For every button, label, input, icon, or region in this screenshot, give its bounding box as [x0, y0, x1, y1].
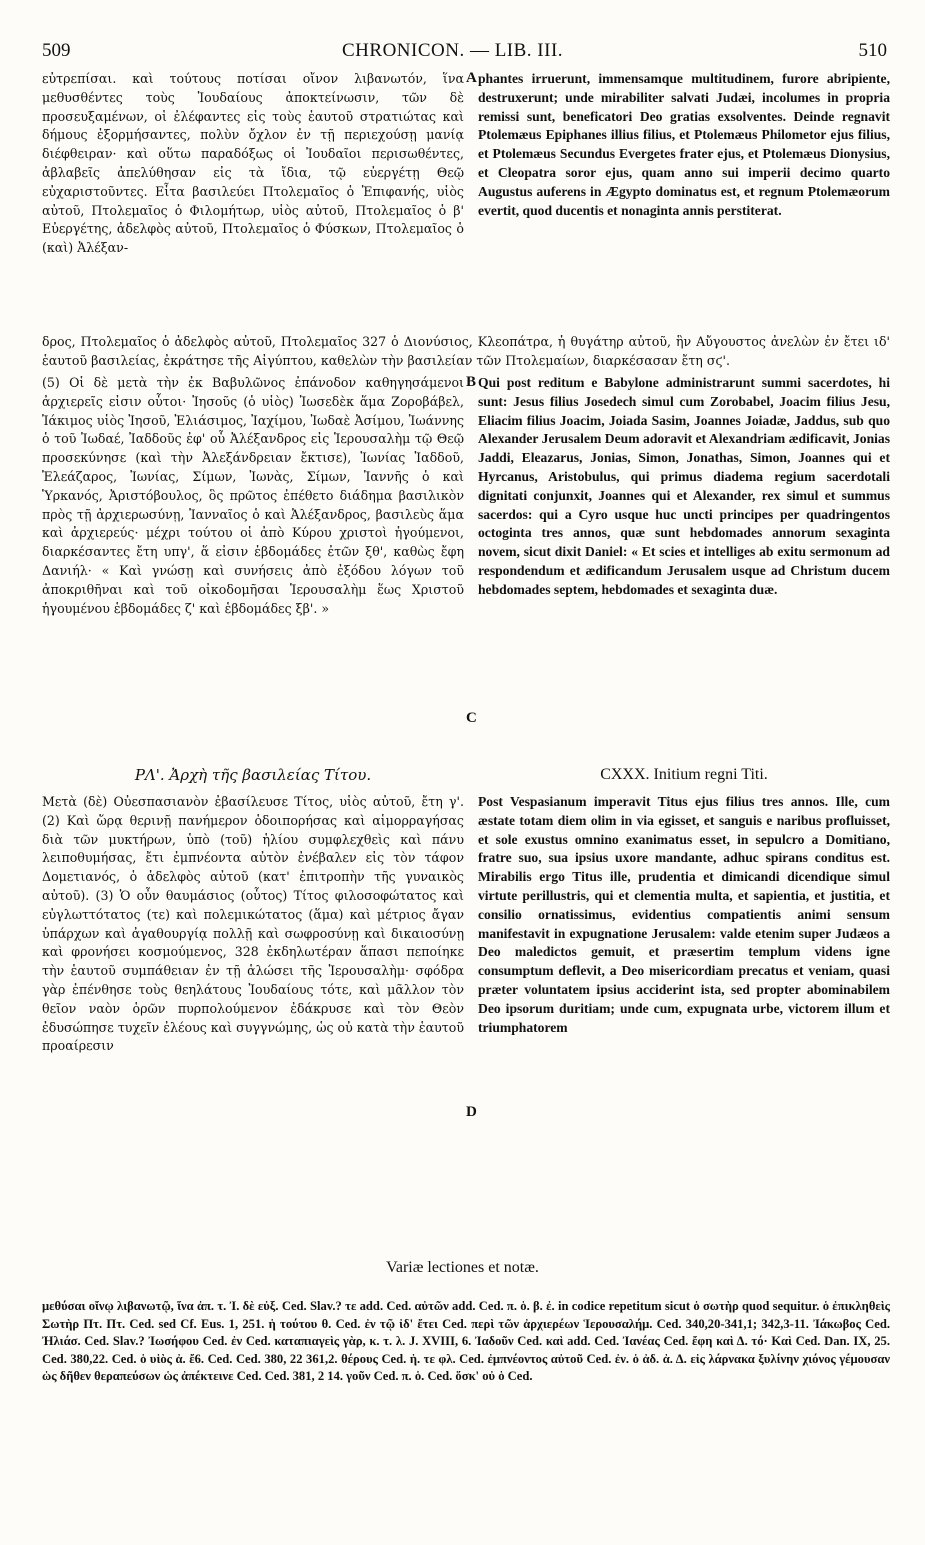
greek-text-high-priests: (5) Οἱ δὲ μετὰ τὴν ἐκ Βαβυλῶνος ἐπάνοδον καθηγησάμενοι ἀρχιερεῖς εἰσιν οὗτοι· Ἰησοῦς (ὁ υἱὸς) Ἰωσεδὲκ ἅμα Ζοροβάβελ, Ἰάκιμος υἱὸς Ἰησοῦ, Ἐλιάσιμος, Ἰαχίμου, Ἰωδαὲ Ἀσίμου, Ἰωάννης ὁ τοῦ Ἰωδαέ, Ἰαδδοῦς ἐφ' οὗ Ἀλέξανδρος εἰς Ἱερουσαλὴμ τῷ Θεῷ προσεκύνησε (καὶ τὴν Ἀλεξάνδρειαν ἔκτισε), Ἰωνίας Ἰαδδοῦ, Ἐλεάζαρος, Ἰωνίας, Σίμων, Ἰωνὰς, Σίμων, Ἰαννῆς ὁ καὶ Ὑρκανός, Ἀριστόβουλος, ὃς πρῶτος ἐπέθετο διάδημα βασιλικὸν πρὸς τῇ ἀρχιερωσύνῃ, Ἰανναῖος ὁ καὶ Ἀλέξανδρος, βασιλεὺς ἅμα καὶ ἀρχιερεύς· μέχρι τούτου οἱ ἀπὸ Κύρου χριστοὶ ἡγούμενοι, διαρκέσαντες ἔτη υπγ', ἅ εἰσιν ἑβδομάδες ἐτῶν ξθ', καθὼς ἔφη Δανιήλ· « Καὶ γνώσῃ καὶ συνήσεις ἀπὸ ἐξόδου λόγων τοῦ ἀποκριθῆναι καὶ τοῦ οἰκοδομῆσαι Ἱερουσαλὴμ ἕως Χριστοῦ ἡγουμένου ἑβδομάδες ζ' καὶ ἑβδομάδες ξβ'. »: [42, 375, 464, 616]
running-header: [42, 40, 887, 66]
margin-marker-c: C: [466, 710, 477, 726]
variae-lectiones-title: Variæ lectiones et notæ.: [386, 1259, 539, 1276]
latin-text-titus: Post Vespasianum imperavit Titus ejus filius tres annos. Ille, cum æstate totam diem olim in via egisset, et sanguis e naribus profluisset, et sole exustus omnino exanimatus esset, in sepulcro a Domitiano, fratre suo, sua ipsius uxore mandante, adhuc spirans conditus est. Mirabilis ergo Titus ille, prudentia et dimicandi dicendique simul virtute perillustris, qui et clementia multa, et sapientia, et justitia, et consilio ornatissimus, evidentius compatientis animi sensum manifestavit in expugnatione Jerusalem: valde etenim super Judæos a Deo maledictos gemuit, et præsertim templum videns igne consumptum deflevit, a Deo misericordiam precatus et veniam, quasi præter voluntatem ipsius acciderint ista, sed propter abominabilem Deo ipsorum duritiam; unde cum, expugnata urbe, victorem illum et triumphatorem: [478, 794, 890, 1035]
page-number-right: 510: [858, 40, 887, 61]
greek-text-top: εὐτρεπίσαι. καὶ τούτους ποτίσαι οἴνον λιβανωτόν, ἵνα μεθυσθέντες τοὺς Ἰουδαίους ἀποκτείνωσιν, τῶν δὲ προσευξαμένων, οἱ ἐλέφαντες εἰς τοὺς ἑαυτοῦ στρατιώτας καὶ δήμους ἐξορμήσαντες, πολὺν ὄχλον ἐν τῇ περιεχούσῃ μανίᾳ διέφθειραν· καὶ οὕτω παραδόξως οἱ Ἰουδαῖοι περισωθέντες, ἀβλαβεῖς ἀπελύθησαν εἰς τὰ ἴδια, τῷ εὐεργέτῃ Θεῷ εὐχαριστοῦντες. Εἶτα βασιλεύει Πτολεμαῖος ὁ Ἐπιφανής, υἱὸς αὐτοῦ, Πτολεμαῖος ὁ Φιλομήτωρ, υἱὸς αὐτοῦ, Πτολεμαῖος ὁ β' Εὐεργέτης, ἀδελφὸς αὐτοῦ, Πτολεμαῖος ὁ Φύσκων, Πτολεμαῖος ὁ (καὶ) Ἀλέξαν-: [42, 71, 464, 256]
margin-marker-d: D: [466, 1104, 477, 1120]
margin-marker-a: A: [466, 70, 477, 86]
latin-text-high-priests: Qui post reditum e Babylone administrarunt summi sacerdotes, hi sunt: Jesus filius Josedech simul cum Zorobabel, Joacim filius Jesu, Eliacim filius Joacim, Joiada Sasim, Joannes Joiadæ, Jaddus, sub quo Alexander Jerusalem Deum adoravit et Alexandriam ædificavit, Jonias Jaddi, Eleazarus, Jonias, Simon, Jonathas, Simon, Joannes qui et Hyrcanus, Aristobulus, qui primus diadema regium sacerdotali dignitati conjunxit, Joannes qui et Alexander, rex simul et summus sacerdos: qui a Cyro usque huc uncti principes per quadringentos octoginta tres annos, quæ sunt hebdomades annorum sexaginta novem, sicut dixit Daniel: « Et scies et intelliges ab exitu sermonum ad respondendum et ædificandum Jerusalem usque ad Christum ducem hebdomades septem, hebdomades et sexaginta duæ.: [478, 375, 890, 597]
latin-section-heading: CXXX. Initium regni Titi.: [600, 766, 768, 783]
greek-full-width-line: δρος, Πτολεμαῖος ὁ ἀδελφὸς αὐτοῦ, Πτολεμαῖος 327 ὁ Διονύσιος, Κλεοπάτρα, ἡ θυγάτηρ αὐτοῦ, ἣν Αὔγουστος ἀνελὼν ἐν ἔτει ιδ' ἑαυτοῦ βασιλείας, ἐκράτησε τῆς Αἰγύπτου, καθελὼν τὴν βασιλείαν τῶν Πτολεμαίων, διαρκέσασαν ἔτη σϛ'.: [42, 334, 890, 368]
greek-text-titus: Μετὰ (δὲ) Οὐεσπασιανὸν ἐβασίλευσε Τίτος, υἱὸς αὐτοῦ, ἔτη γ'. (2) Καὶ ὥρᾳ θερινῇ πανήμερον ὁδοιπορήσας καὶ αἱμορραγήσας διὰ τῶν μυκτήρων, ὑπὸ (τοῦ) ἡλίου συμφλεχθεὶς καὶ πάνυ λειποθυμήσας, ἔτι ἐμπνέοντα αὐτὸν ἐνέβαλεν εἰς τὸν τάφον Δομετιανός, ὁ ἀδελφὸς αὐτοῦ (κατ' ἐπιτροπὴν τῆς γυναικὸς αὐτοῦ). (3) Ὁ οὖν θαυμάσιος (οὗτος) Τίτος φιλοσοφώτατος καὶ εὐγλωττότατος (τε) καὶ πολεμικώτατος (ἅμα) καὶ μέτριος ἄγαν ὑπάρχων καὶ ἀγαθουργίᾳ πολλῇ καὶ σωφροσύνῃ καὶ δικαιοσύνῃ καὶ φρονήσει κοσμούμενος, 328 ἐκδηλωτέραν ἅπασι πεποίηκε τὴν ἑαυτοῦ συμπάθειαν ἐν τῇ ἁλώσει τῆς Ἱερουσαλὴμ· σφόδρα γὰρ ἐπένθησε τοὺς θεηλάτους Ἰουδαίους τότε, καὶ μᾶλλον τὸν θεῖον ναὸν ὁρῶν πυρπολούμενον ἐδάκρυσε καὶ τὸν Θεὸν ἐδυσώπησε τυχεῖν ἐλέους καὶ συγγνώμης, ὡς οὐ κατὰ τὴν ἑαυτοῦ προαίρεσιν: [42, 794, 464, 1054]
page-number-left: 509: [42, 40, 71, 61]
greek-section-heading: ΡΛ'. Ἀρχὴ τῆς βασιλείας Τίτου.: [134, 766, 372, 784]
margin-marker-b: B: [466, 374, 477, 390]
running-title: CHRONICON. — LIB. III.: [342, 40, 564, 61]
latin-text-top: phantes irruerunt, immensamque multitudinem, furore abripiente, destruxerunt; unde mirabiliter salvati Judæi, incolumes in propria remissi sunt, beneficatori Deo gratias exsolventes. Deinde regnavit Ptolemæus Epiphanes illius filius, et Ptolemæus Philometor ejus filius, et Ptolemæus Secundus Evergetes frater ejus, et Ptolemæus Dionysius, et Cleopatra soror ejus, quam anno sui imperii decimo quarto Augustus auferens in Ægypto dominatus est, et regnum Ptolemæorum evertit, quod ducentis et nonaginta annis perstiterat.: [478, 71, 890, 218]
footnotes: μεθύσαι οἴνῳ λιβανωτῷ, ἵνα ἀπ. τ. Ἰ. δὲ εὐξ. Ced. Slav.? τε add. Ced. αὐτῶν add. Ced. π. ὁ. β. ἐ. in codice repetitum sicut ὁ σωτὴρ quod sequitur. ὁ ἐπικληθεὶς Σωτὴρ Πτ. Πτ. Ced. sed Cf. Eus. 1, 251. ἡ τούτου θ. Ced. ἐν τῷ ἰδ' ἔτει Ced. περὶ τῶν ἀρχιερέων Ἱερουσαλήμ. Ced. 340,20-341,1; 342,3-11. Ἰάκωβος Ced. Ἠλιάσ. Ced. Slav.? Ἰωσήφου Ced. ἐν Ced. καταπιαγεὶς γὰρ, κ. τ. λ. J. XVIII, 6. Ἰαδοῦν Ced. καὶ add. Ced. Ἰανέας Ced. ἔφη καὶ Δ. τό· Καὶ Ced. Dan. IX, 25. Ced. 380,22. Ced. ὁ υἱὸς ἀ. ἔ6. Ced. Ced. 380, 22 361,2. θέρους Ced. ἡ. τε φλ. Ced. ἐμπνέοντος αὐτοῦ Ced. ἐν. ὁ ἀδ. ἀ. Δ. εἰς λάρνακα ξυλίνην χιόνος γέμουσαν ὡς δῆθεν θεραπεύσων ὡς ἀπέκτεινε Ced. Ced. 381, 2 14. γοῦν Ced. π. ὁ. Ced. ὅσκ' οὐ ὁ Ced.: [42, 1299, 890, 1384]
